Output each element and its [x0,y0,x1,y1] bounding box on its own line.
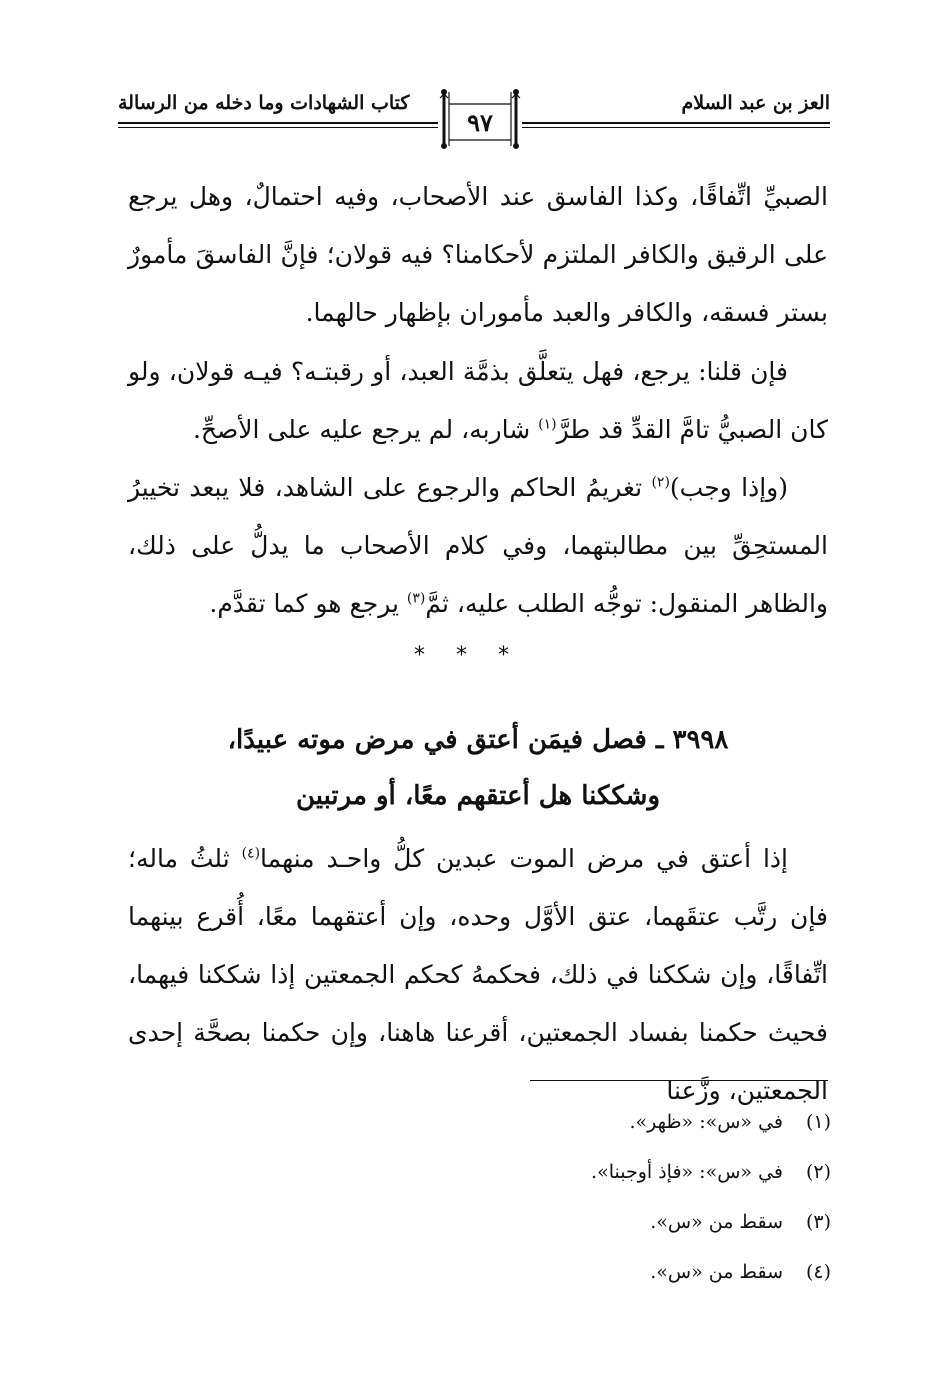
footnote-item [331,1097,831,1147]
footnote-text: سقط من «س». [650,1211,783,1233]
footnote-ref-4[interactable]: (٤) [241,845,261,862]
paragraph-3-text-a: (وإذا وجب) [669,473,788,502]
paragraph-4 [128,830,828,1120]
paragraph-1-text: الصبيِّ اتِّفاقًا، وكذا الفاسق عند الأصحاب، وفيه احتمالٌ، وهل يرجع على الرقيق والكافر الملتزم لأحكامنا؟ فيه قولان؛ فإنَّ الفاسقَ مأمورٌ بستر فسقه، والكافر والعبد مأموران بإظهار حالهما. [128,182,828,327]
running-header [118,88,830,152]
footnote-ref-1[interactable]: (١) [538,416,557,433]
footnote-ref-3[interactable]: (٣) [406,590,426,607]
paragraph-3 [128,459,828,633]
header-author: العز بن عبد السلام [681,92,830,114]
footnotes [331,1097,831,1297]
page-number-frame [438,88,522,150]
footnote-item [331,1197,831,1247]
footnote-number: (١) [805,1111,831,1133]
section-heading [128,712,828,824]
footnote-text: في «س»: «فإذ أوجبنا». [591,1161,783,1183]
footnote-number: (٤) [805,1261,831,1283]
footnote-number: (٢) [805,1161,831,1183]
footnote-item [331,1147,831,1197]
footnote-text: سقط من «س». [650,1261,783,1283]
page-number: ٩٧ [467,108,493,137]
footnote-item [331,1247,831,1297]
paragraph-3-text-c: يرجع هو كما تقدَّم. [209,589,407,618]
footnote-separator [530,1080,828,1081]
paragraph-2-text-b: شاربه، لم يرجع عليه على الأصحِّ. [192,415,539,444]
footnote-number: (٣) [805,1211,831,1233]
paragraph-4-text-b: ثلثُ ماله؛ فإن رتَّب عتقَهما، عتق الأوَّل وحده، وإن أعتقهما معًا، أُقرع بينهما اتِّفاقًا، وإن شككنا في ذلك، فحكمهُ كحكم الجمعتين إذا شككنا فيهما، فحيث حكمنا بفساد الجمعتين، أقرعنا هاهنا، وإن حكمنا بصحَّة إحدى الجمعتين، وزَّعنا [128,844,828,1105]
paragraph-4-text-a: إذا أعتق في مرض الموت عبدين كلُّ واحـد منهما [260,844,789,873]
section-heading-line-2: وشككنا هل أعتقهم معًا، أو مرتبين [295,781,661,811]
section-heading-line-1: ٣٩٩٨ ـ فصل فيمَن أعتق في مرض موته عبيدًا، [227,725,729,755]
footnote-text: في «س»: «ظهر». [629,1111,783,1133]
header-book-title: كتاب الشهادات وما دخله من الرسالة [118,92,410,114]
paragraph-1 [128,168,828,342]
section-divider-ornament: * * * [414,643,521,668]
paragraph-3-text-b: تغريمُ الحاكم والرجوع على الشاهد، فلا يبعد تخييرُ المستحِقِّ بين مطالبتهما، وفي كلام الأصحاب ما يدلُّ على ذلك، والظاهر المنقول: توجُّه الطلب عليه، ثمَّ [128,473,828,618]
footnote-ref-2[interactable]: (٢) [651,474,670,491]
paragraph-2-text-a: فإن قلنا: يرجع، فهل يتعلَّق بذمَّة العبد، أو رقبتـه؟ فيـه قولان، ولو كان الصبيُّ تامَّ القدِّ قد طرَّ [128,357,828,444]
paragraph-2 [128,343,828,459]
